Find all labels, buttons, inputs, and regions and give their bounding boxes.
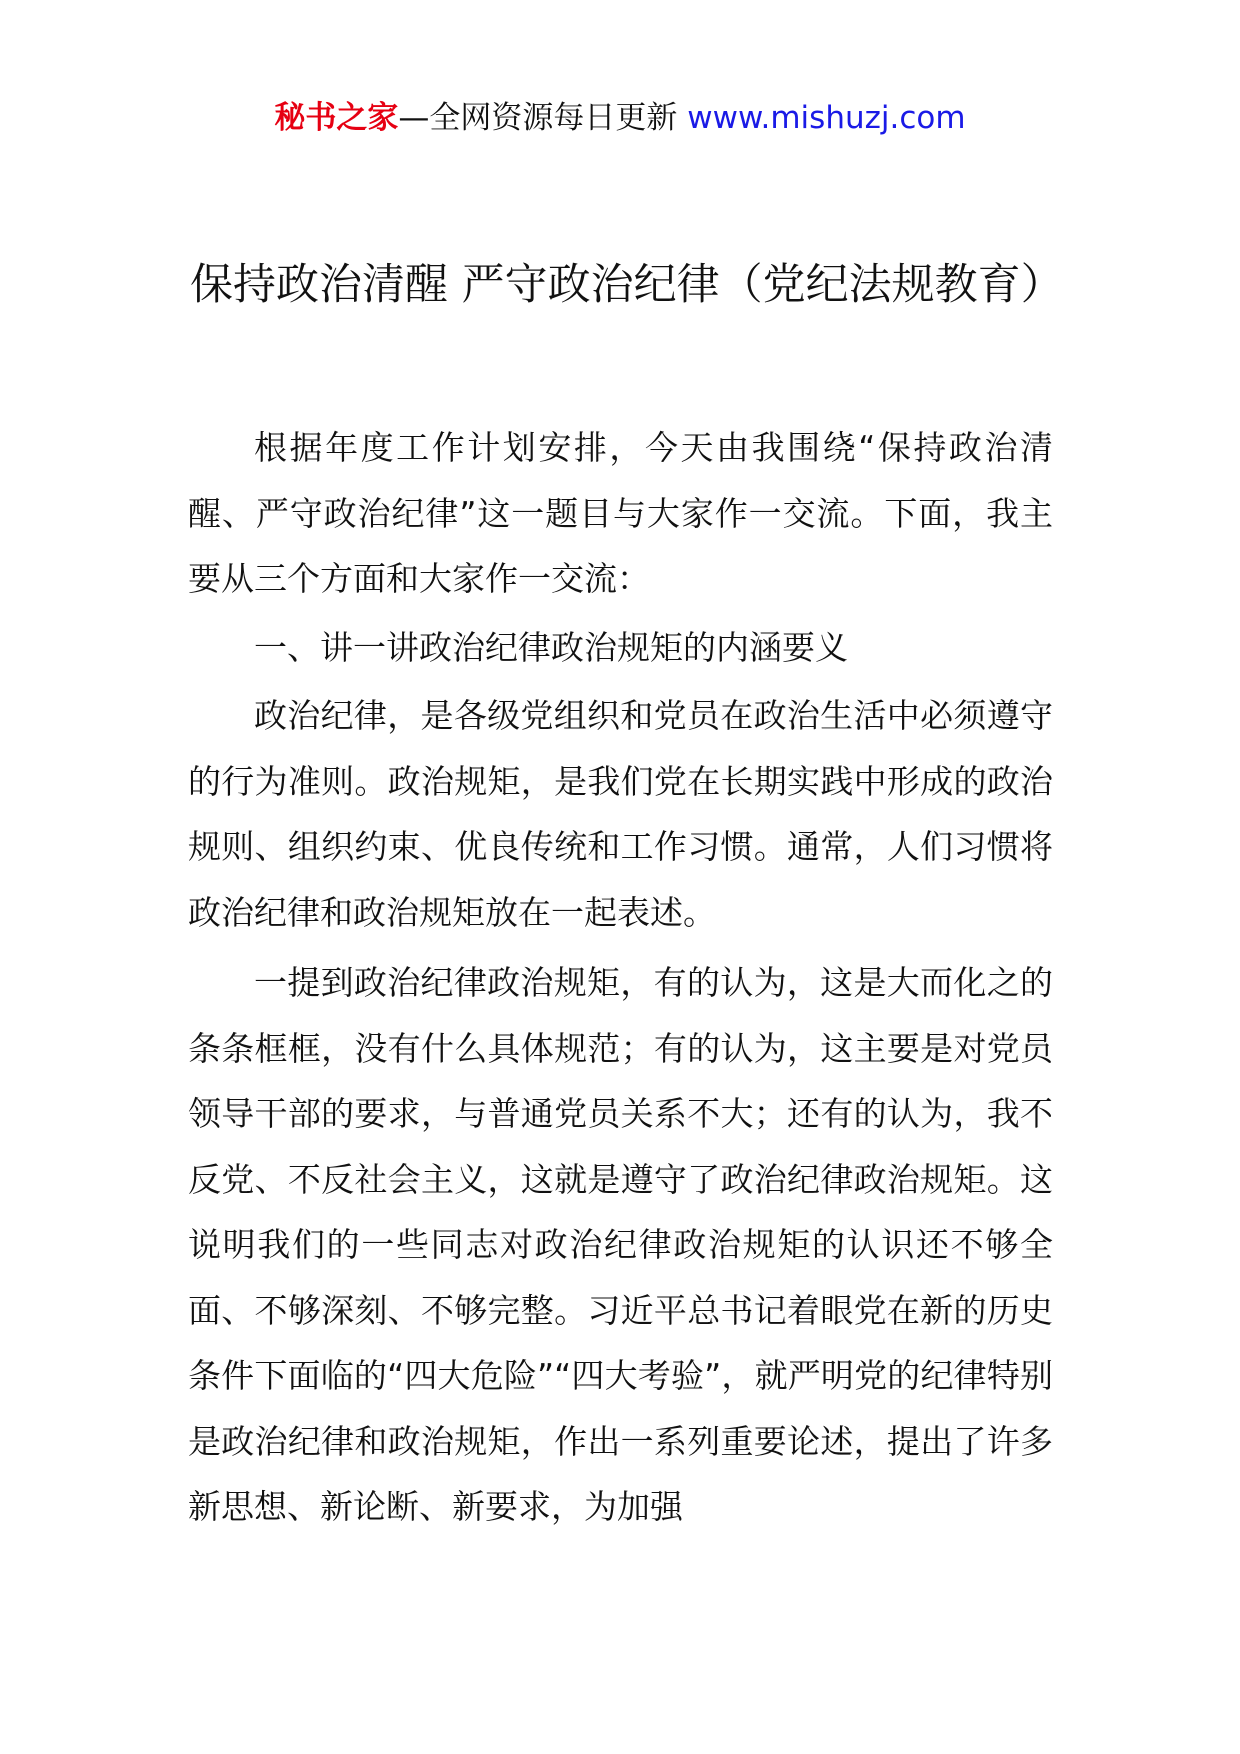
body-paragraph: 一提到政治纪律政治规矩，有的认为，这是大而化之的条条框框，没有什么具体规范；有的认为，这主要是对党员领导干部的要求，与普通党员关系不大；还有的认为，我不反党、不反社会主义，这就是遵守了政治纪律政治规矩。这说明我们的一些同志对政治纪律政治规矩的认识还不够全面、不够深刻、不够完整。习近平总书记着眼党在新的历史条件下面临的“四大危险”“四大考验”，就严明党的纪律特别是政治纪律和政治规矩，作出一系列重要论述，提出了许多新思想、新论断、新要求，为加强	[188, 963, 1053, 1526]
document-title: 保持政治清醒 严守政治纪律（党纪法规教育）	[190, 260, 1064, 310]
brand-name: 秘书之家	[274, 100, 399, 136]
intro-paragraph: 根据年度工作计划安排，今天由我围绕“保持政治清醒、严守政治纪律”这一题目与大家作一交流。下面，我主要从三个方面和大家作一交流：	[188, 428, 1053, 598]
site-url-link[interactable]: www.mishuzj.com	[687, 100, 966, 136]
document-body	[188, 415, 1053, 1540]
body-paragraph: 政治纪律，是各级党组织和党员在政治生活中必须遵守的行为准则。政治规矩，是我们党在长期实践中形成的政治规则、组织约束、优良传统和工作习惯。通常，人们习惯将政治纪律和政治规矩放在一起表述。	[188, 696, 1053, 932]
section-heading-1: 一、讲一讲政治纪律政治规矩的内涵要义	[254, 627, 848, 667]
header-tagline: —全网资源每日更新	[398, 100, 678, 136]
site-header	[0, 98, 1240, 138]
